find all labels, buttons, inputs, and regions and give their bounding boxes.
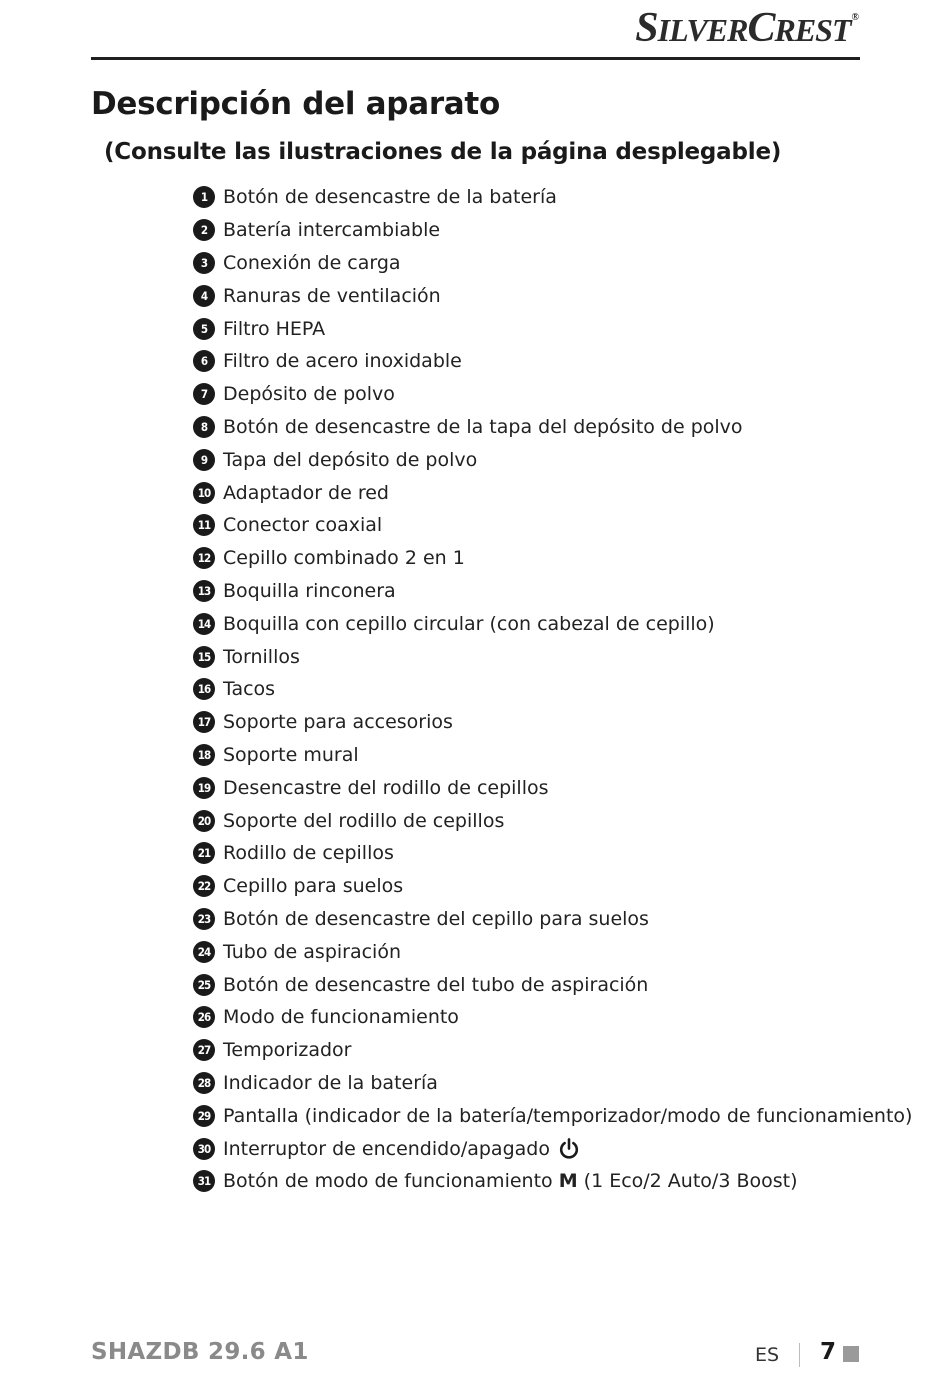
item-label-tail: (1 Eco/2 Auto/3 Boost): [577, 1170, 798, 1193]
item-label: Rodillo de cepillos: [223, 842, 394, 865]
item-label: Indicador de la batería: [223, 1071, 438, 1094]
item-label: Tapa del depósito de polvo: [223, 448, 478, 471]
item-number-badge: 2: [193, 219, 215, 241]
footer-language: ES: [755, 1344, 780, 1366]
item-number-badge: 5: [193, 318, 215, 340]
item-label: Filtro HEPA: [223, 317, 326, 340]
item-number-badge: 18: [193, 744, 215, 766]
list-item: [193, 476, 912, 509]
item-label: Botón de desencastre del tubo de aspiración: [223, 973, 649, 996]
power-icon: [558, 1138, 580, 1160]
item-number-badge: 15: [193, 646, 215, 668]
item-label: Boquilla con cepillo circular (con cabezal de cepillo): [223, 612, 715, 635]
item-label: Depósito de polvo: [223, 383, 395, 406]
registered-mark: ®: [851, 12, 858, 23]
list-item: [193, 247, 912, 280]
list-item: [193, 870, 912, 903]
item-label: Adaptador de red: [223, 481, 389, 504]
page-subtitle: (Consulte las ilustraciones de la página desplegable): [104, 139, 782, 165]
item-number-badge: 31: [193, 1170, 215, 1192]
list-item: [193, 411, 912, 444]
item-label: Conector coaxial: [223, 514, 383, 537]
item-number-badge: 20: [193, 810, 215, 832]
item-label: Botón de modo de funcionamiento: [223, 1170, 559, 1193]
item-number-badge: 29: [193, 1105, 215, 1127]
list-item: [193, 739, 912, 772]
list-item: [193, 1099, 912, 1132]
list-item: [193, 1067, 912, 1100]
list-item: [193, 804, 912, 837]
item-number-badge: 10: [193, 482, 215, 504]
list-item: [193, 279, 912, 312]
item-label: Boquilla rinconera: [223, 579, 396, 602]
item-number-badge: 3: [193, 252, 215, 274]
item-label: Conexión de carga: [223, 251, 401, 274]
item-number-badge: 27: [193, 1039, 215, 1061]
brand-logo-letter: C: [747, 5, 775, 51]
item-number-badge: 14: [193, 613, 215, 635]
item-label: Botón de desencastre del cepillo para suelos: [223, 907, 649, 930]
item-number-badge: 24: [193, 941, 215, 963]
item-number-badge: 11: [193, 514, 215, 536]
list-item: [193, 1165, 912, 1198]
list-item: [193, 312, 912, 345]
mode-button-symbol: M: [558, 1170, 578, 1193]
list-item: [193, 771, 912, 804]
item-label: Cepillo combinado 2 en 1: [223, 547, 465, 570]
item-number-badge: 9: [193, 449, 215, 471]
list-item: [193, 673, 912, 706]
item-label: Soporte del rodillo de cepillos: [223, 809, 505, 832]
item-label: Botón de desencastre de la batería: [223, 186, 557, 209]
item-label: Temporizador: [223, 1039, 352, 1062]
list-item: [193, 214, 912, 247]
brand-logo-letter: S: [635, 5, 658, 51]
item-label: Soporte mural: [223, 743, 359, 766]
list-item: [193, 542, 912, 575]
list-item: [193, 443, 912, 476]
footer-square-marker: [843, 1346, 859, 1362]
page-number: 7: [820, 1339, 837, 1365]
item-label: Interruptor de encendido/apagado: [223, 1137, 550, 1160]
item-label: Tacos: [223, 678, 276, 701]
list-item: [193, 378, 912, 411]
list-item: [193, 1001, 912, 1034]
list-item: [193, 837, 912, 870]
item-label: Desencastre del rodillo de cepillos: [223, 776, 549, 799]
item-number-badge: 19: [193, 777, 215, 799]
list-item: [193, 1132, 912, 1165]
header-divider: [91, 57, 860, 60]
item-label: Botón de desencastre de la tapa del depósito de polvo: [223, 415, 743, 438]
parts-list: [193, 181, 912, 1198]
item-number-badge: 7: [193, 383, 215, 405]
list-item: [193, 509, 912, 542]
list-item: [193, 706, 912, 739]
item-label: Cepillo para suelos: [223, 875, 404, 898]
item-label: Filtro de acero inoxidable: [223, 350, 462, 373]
item-number-badge: 22: [193, 875, 215, 897]
list-item: [193, 181, 912, 214]
footer-separator: [799, 1343, 800, 1367]
item-label: Batería intercambiable: [223, 219, 441, 242]
brand-logo-letters: REST: [774, 12, 851, 48]
item-label: Tornillos: [223, 645, 300, 668]
item-label: Tubo de aspiración: [223, 940, 402, 963]
item-label: Soporte para accesorios: [223, 711, 453, 734]
item-number-badge: 17: [193, 711, 215, 733]
footer-model: SHAZDB 29.6 A1: [91, 1339, 309, 1365]
list-item: [193, 345, 912, 378]
item-number-badge: 12: [193, 547, 215, 569]
item-number-badge: 26: [193, 1006, 215, 1028]
item-number-badge: 30: [193, 1138, 215, 1160]
list-item: [193, 1034, 912, 1067]
item-number-badge: 13: [193, 580, 215, 602]
item-label: Pantalla (indicador de la batería/temporizador/modo de funcionamiento): [223, 1104, 913, 1127]
item-number-badge: 16: [193, 678, 215, 700]
list-item: [193, 607, 912, 640]
list-item: [193, 903, 912, 936]
list-item: [193, 575, 912, 608]
item-label: Modo de funcionamiento: [223, 1006, 459, 1029]
item-number-badge: 28: [193, 1072, 215, 1094]
item-number-badge: 1: [193, 186, 215, 208]
item-number-badge: 23: [193, 908, 215, 930]
item-number-badge: 6: [193, 350, 215, 372]
item-number-badge: 25: [193, 974, 215, 996]
page-title: Descripción del aparato: [91, 86, 500, 122]
list-item: [193, 935, 912, 968]
brand-logo: [635, 4, 858, 52]
item-number-badge: 8: [193, 416, 215, 438]
item-number-badge: 4: [193, 285, 215, 307]
list-item: [193, 640, 912, 673]
brand-logo-letters: ILVER: [657, 12, 748, 48]
list-item: [193, 968, 912, 1001]
item-label: Ranuras de ventilación: [223, 284, 441, 307]
item-number-badge: 21: [193, 842, 215, 864]
